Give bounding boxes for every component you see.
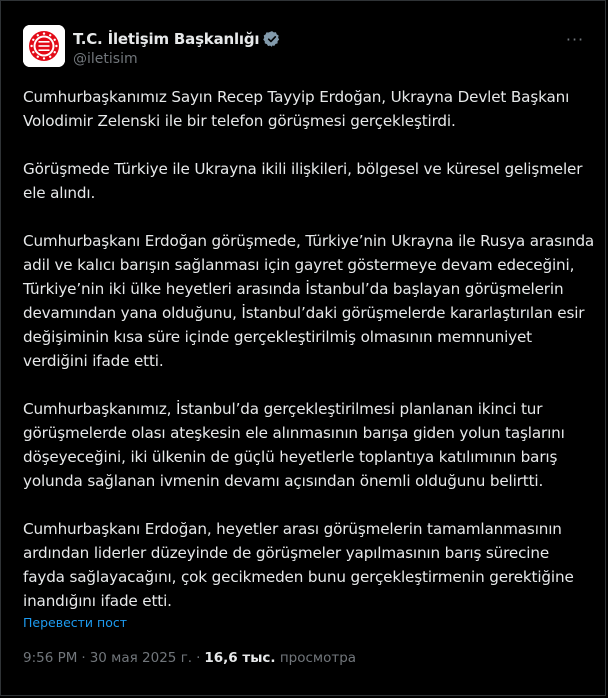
tweet-time[interactable]: 9:56 PM	[23, 650, 78, 666]
tweet-text	[23, 85, 595, 613]
tweet-meta	[23, 650, 356, 666]
tweet-paragraph: Cumhurbaşkanımız, İstanbul’da gerçekleştirilmesi planlanan ikinci tur görüşmelerde olası ateşkesin ele alınmasının barışa giden yolun taşlarını döşeyeceğini, iki ülkenin de güçlü heyetlerle toplantıya katılımının barış yolunda sağlanan ivmenin devamı açısından önemli olduğunu belirtti.	[23, 400, 565, 490]
more-options-label: ···	[565, 29, 585, 49]
author-handle[interactable]: @iletisim	[73, 51, 138, 67]
meta-separator: ·	[81, 650, 86, 666]
verified-badge-icon[interactable]	[263, 30, 281, 48]
views-label: просмотра	[279, 650, 357, 666]
tweet-paragraph: Cumhurbaşkanı Erdoğan, heyetler arası görüşmelerin tamamlanmasının ardından liderler düzeyinde de görüşmeler yapılmasının barış sürecine fayda sağlayacağını, çok gecikmeden bunu gerçekleştirmenin gerektiğine inandığını ifade etti.	[23, 520, 574, 610]
name-row	[73, 29, 281, 49]
translate-post-link[interactable]: Перевести пост	[23, 615, 127, 630]
meta-separator: ·	[196, 650, 201, 666]
tweet-paragraph: Görüşmede Türkiye ile Ukrayna ikili ilişkileri, bölgesel ve küresel gelişmeler ele alındı.	[23, 160, 583, 202]
tweet-paragraph: Cumhurbaşkanımız Sayın Recep Tayyip Erdoğan, Ukrayna Devlet Başkanı Volodimir Zelenski ile bir telefon görüşmesi gerçekleştirdi.	[23, 88, 570, 130]
avatar[interactable]	[23, 25, 65, 67]
tweet-header	[23, 25, 591, 73]
author-block	[73, 29, 281, 67]
tweet-paragraph: Cumhurbaşkanı Erdoğan görüşmede, Türkiye’nin Ukrayna ile Rusya arasında adil ve kalıcı barışın sağlanması için gayret göstermeye devam edeceğini, Türkiye’nin iki ülke heyetleri arasında İstanbul’da başlayan görüşmelerin devamından yana olduğunu, İstanbul’daki görüşmelerde kararlaştırılan esir değişiminin kısa süre içinde gerçekleştirilmiş olmasının memnuniyet verdiğini ifade etti.	[23, 232, 595, 370]
tweet-date[interactable]: 30 мая 2025 г.	[89, 650, 193, 666]
more-options-icon[interactable]	[563, 27, 587, 51]
iletisim-logo-icon	[23, 25, 65, 67]
author-name[interactable]: T.C. İletişim Başkanlığı	[73, 30, 260, 48]
views-count[interactable]: 16,6 тыс.	[204, 650, 276, 666]
